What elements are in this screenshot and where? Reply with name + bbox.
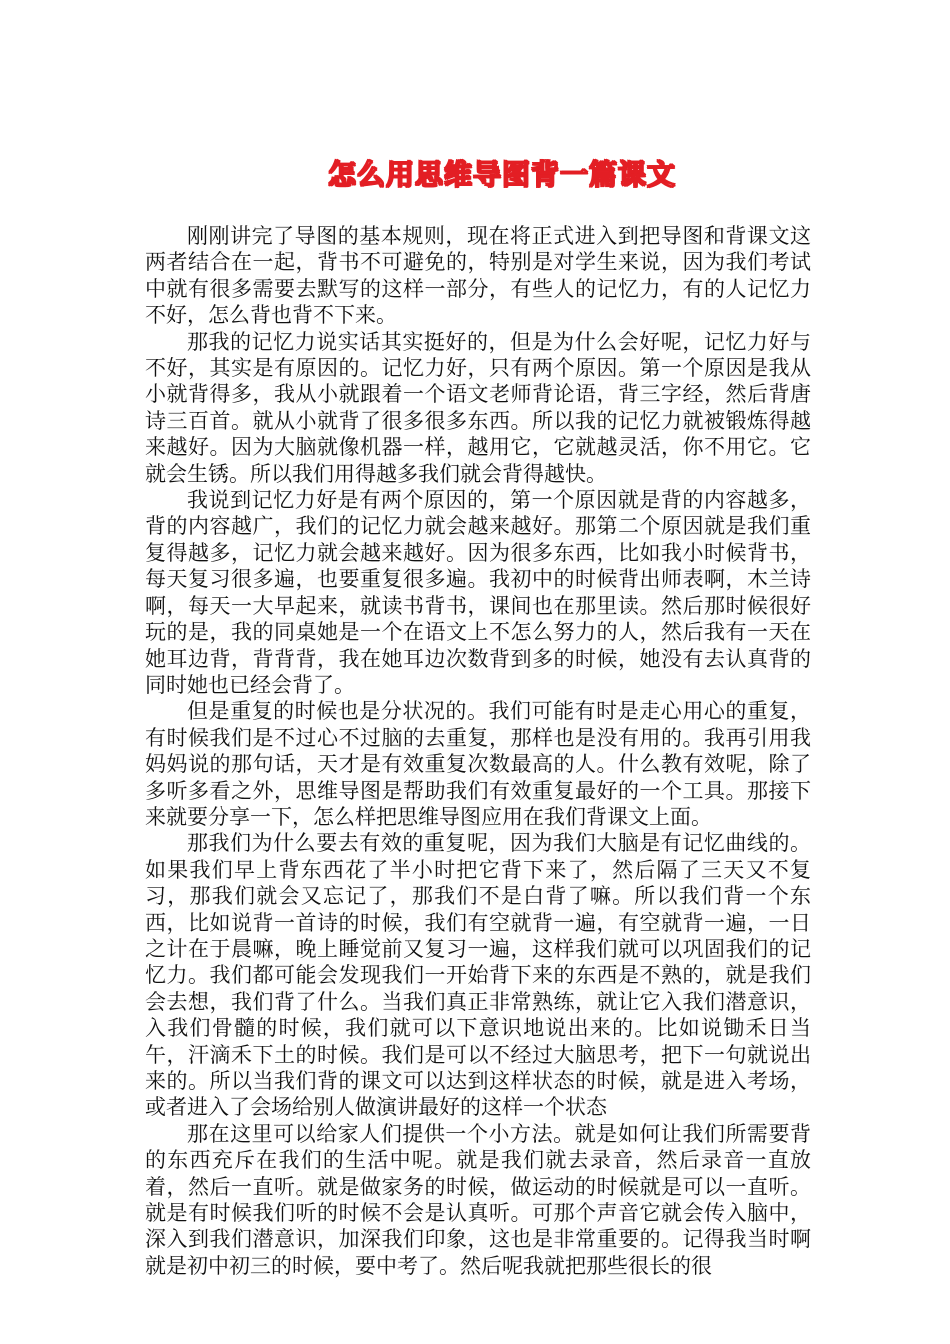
document-title: 怎么用思维导图背一篇课文 [327, 158, 676, 191]
paragraph: 那在这里可以给家人们提供一个小方法。就是如何让我们所需要背的东西充斥在我们的生活中呢。就是我们就去录音，然后录音一直放着，然后一直听。就是做家务的时候，做运动的时候就是可以一直听。就是有时候我们听的时候不会是认真听。可那个声音它就会传入脑中，深入到我们潜意识，加深我们印象，这也是非常重要的。记得我当时啊就是初中初三的时候，要中考了。然后呢我就把那些很长的很 [145, 1121, 811, 1278]
document-body [145, 223, 811, 1279]
paragraph: 那我们为什么要去有效的重复呢，因为我们大脑是有记忆曲线的。如果我们早上背东西花了半小时把它背下来了，然后隔了三天又不复习，那我们就会又忘记了，那我们不是白背了嘛。所以我们背一个东西，比如说背一首诗的时候，我们有空就背一遍，有空就背一遍，一日之计在于晨嘛，晚上睡觉前又复习一遍，这样我们就可以巩固我们的记忆力。我们都可能会发现我们一开始背下来的东西是不熟的，就是我们会去想，我们背了什么。当我们真正非常熟练，就让它入我们潜意识，入我们骨髓的时候，我们就可以下意识地说出来的。比如说锄禾日当午，汗滴禾下土的时候。我们是可以不经过大脑思考，把下一句就说出来的。所以当我们背的课文可以达到这样状态的时候，就是进入考场，或者进入了会场给别人做演讲最好的这样一个状态 [145, 831, 811, 1120]
paragraph: 但是重复的时候也是分状况的。我们可能有时是走心用心的重复，有时候我们是不过心不过脑的去重复，那样也是没有用的。我再引用我妈妈说的那句话，天才是有效重复次数最高的人。什么教有效呢，除了多听多看之外，思维导图是帮助我们有效重复最好的一个工具。那接下来就要分享一下，怎么样把思维导图应用在我们背课文上面。 [145, 699, 811, 829]
paragraph: 刚刚讲完了导图的基本规则，现在将正式进入到把导图和背课文这两者结合在一起，背书不可避免的，特别是对学生来说，因为我们考试中就有很多需要去默写的这样一部分，有些人的记忆力，有的人记忆力不好，怎么背也背不下来。 [145, 224, 811, 328]
paragraph: 我说到记忆力好是有两个原因的，第一个原因就是背的内容越多，背的内容越广，我们的记忆力就会越来越好。那第二个原因就是我们重复得越多，记忆力就会越来越好。因为很多东西，比如我小时候背书，每天复习很多遍，也要重复很多遍。我初中的时候背出师表啊，木兰诗啊，每天一大早起来，就读书背书，课间也在那里读。然后那时候很好玩的是，我的同桌她是一个在语文上不怎么努力的人，然后我有一天在她耳边背，背背背，我在她耳边次数背到多的时候，她没有去认真背的同时她也已经会背了。 [145, 488, 811, 697]
paragraph: 那我的记忆力说实话其实挺好的，但是为什么会好呢，记忆力好与不好，其实是有原因的。记忆力好，只有两个原因。第一个原因是我从小就背得多，我从小就跟着一个语文老师背论语，背三字经，然后背唐诗三百首。就从小就背了很多很多东西。所以我的记忆力就被锻炼得越来越好。因为大脑就像机器一样，越用它，它就越灵活，你不用它。它就会生锈。所以我们用得越多我们就会背得越快。 [145, 329, 811, 486]
